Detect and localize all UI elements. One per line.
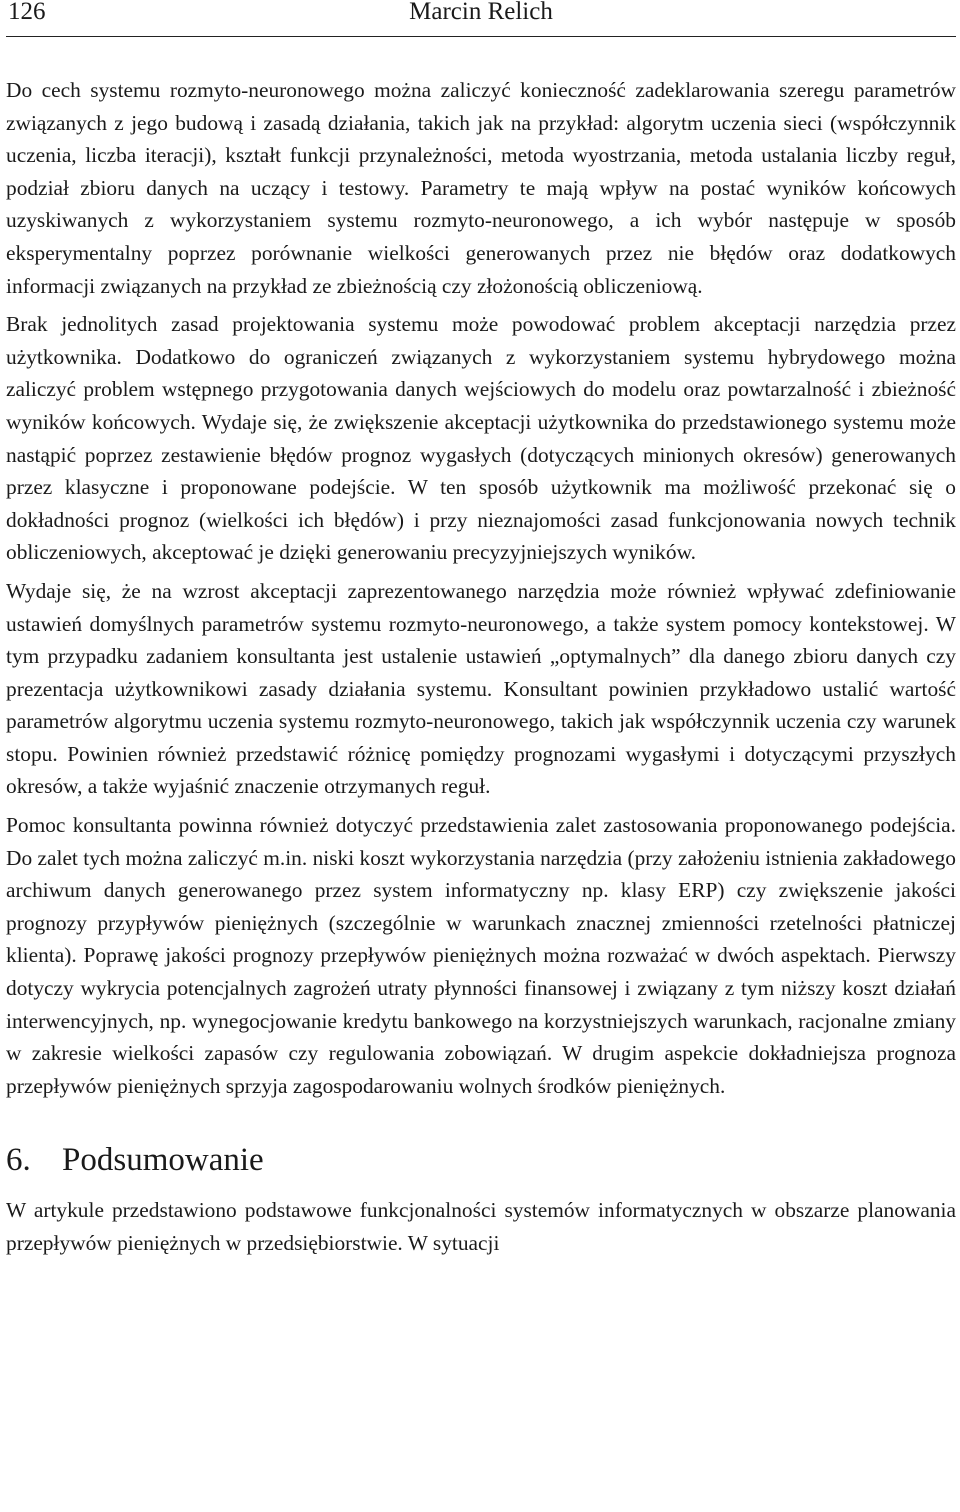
running-header [6,0,956,37]
section-paragraph-1: W artykule przedstawiono podstawowe funkcjonalności systemów informatycznych w obszarze planowania przepływów pieniężnych w przedsiębiorstwie. W sytuacji [6,1198,956,1255]
section-heading [6,1140,956,1180]
section-title: Podsumowanie [62,1142,264,1179]
paragraph-4: Pomoc konsultanta powinna również dotyczyć przedstawienia zalet zastosowania proponowanego podejścia. Do zalet tych można zaliczyć m.in. niski koszt wykorzystania narzędzia (przy założeniu istnienia zakładowego archiwum danych generowanego przez system informatyczny np. klasy ERP) czy zwiększenie jakości prognozy przypływów pieniężnych (szczególnie w warunkach znacznej zmienności rzetelności płatniczej klienta). Poprawę jakości prognozy przepływów pieniężnych można rozważać w dwóch aspektach. Pierwszy dotyczy wykrycia potencjalnych zagrożeń utraty płynności finansowej i związany z tym niższy koszt działań interwencyjnych, np. wynegocjowanie kredytu bankowego na korzystniejszych warunkach, racjonalne zmiany w zakresie wielkości zapasów czy regulowania zobowiązań. W drugim aspekcie dokładniejsza prognoza przepływów pieniężnych sprzyja zagospodarowaniu wolnych środków pieniężnych. [6,813,956,1098]
body-text [6,74,956,1260]
paragraph-2: Brak jednolitych zasad projektowania systemu może powodować problem akceptacji narzędzia przez użytkownika. Dodatkowo do ograniczeń związanych z wykorzystaniem systemu hybrydowego można zaliczyć problem wstępnego przygotowania danych wejściowych do modelu oraz powtarzalność i zbieżność wyników końcowych. Wydaje się, że zwiększenie akceptacji użytkownika do przedstawionego systemu może nastąpić poprzez zestawienie błędów prognoz wygasłych (dotyczących minionych okresów) generowanych przez klasyczne i proponowane podejście. W ten sposób użytkownik ma możliwość przekonać się o dokładności prognoz (wielkości ich błędów) i przy nieznajomości zasad funkcjonowania nowych technik obliczeniowych, akceptować je dzięki generowaniu precyzyjniejszych wyników. [6,312,956,565]
paragraph-3: Wydaje się, że na wzrost akceptacji zaprezentowanego narzędzia może również wpływać zdefiniowanie ustawień domyślnych parametrów systemu rozmyto-neuronowego, a także system pomocy kontekstowej. W tym przypadku zadaniem konsultanta jest ustalenie ustawień „optymalnych” dla danego zbioru danych czy prezentacja użytkownikowi zasady działania systemu. Konsultant powinien przykładowo ustalić wartość parametrów algorytmu uczenia systemu rozmyto-neuronowego, takich jak współczynnik uczenia czy warunek stopu. Powinien również przedstawić różnicę pomiędzy prognozami wygasłymi i dotyczącymi przyszłych okresów, a także wyjaśnić znaczenie otrzymanych reguł. [6,578,956,799]
paragraph-1: Do cech systemu rozmyto-neuronowego można zaliczyć konieczność zadeklarowania szeregu parametrów związanych z jego budową i zasadą działania, takich jak na przykład: algorytm uczenia sieci (współczynnik uczenia, liczba iteracji), kształt funkcji przynależności, metoda wyostrzania, metoda ustalania liczby reguł, podział zbioru danych na uczący i testowy. Parametry te mają wpływ na postać wyników końcowych uzyskiwanych z wykorzystaniem systemu rozmyto-neuronowego, a ich wybór następuje w sposób eksperymentalny poprzez porównanie wielkości generowanych przez nie błędów oraz dodatkowych informacji związanych na przykład ze zbieżnością czy złożonością obliczeniową. [6,78,956,298]
page-number: 126 [8,0,46,25]
section-number: 6. [6,1142,31,1179]
running-title: Marcin Relich [409,0,553,25]
page [6,0,956,1266]
